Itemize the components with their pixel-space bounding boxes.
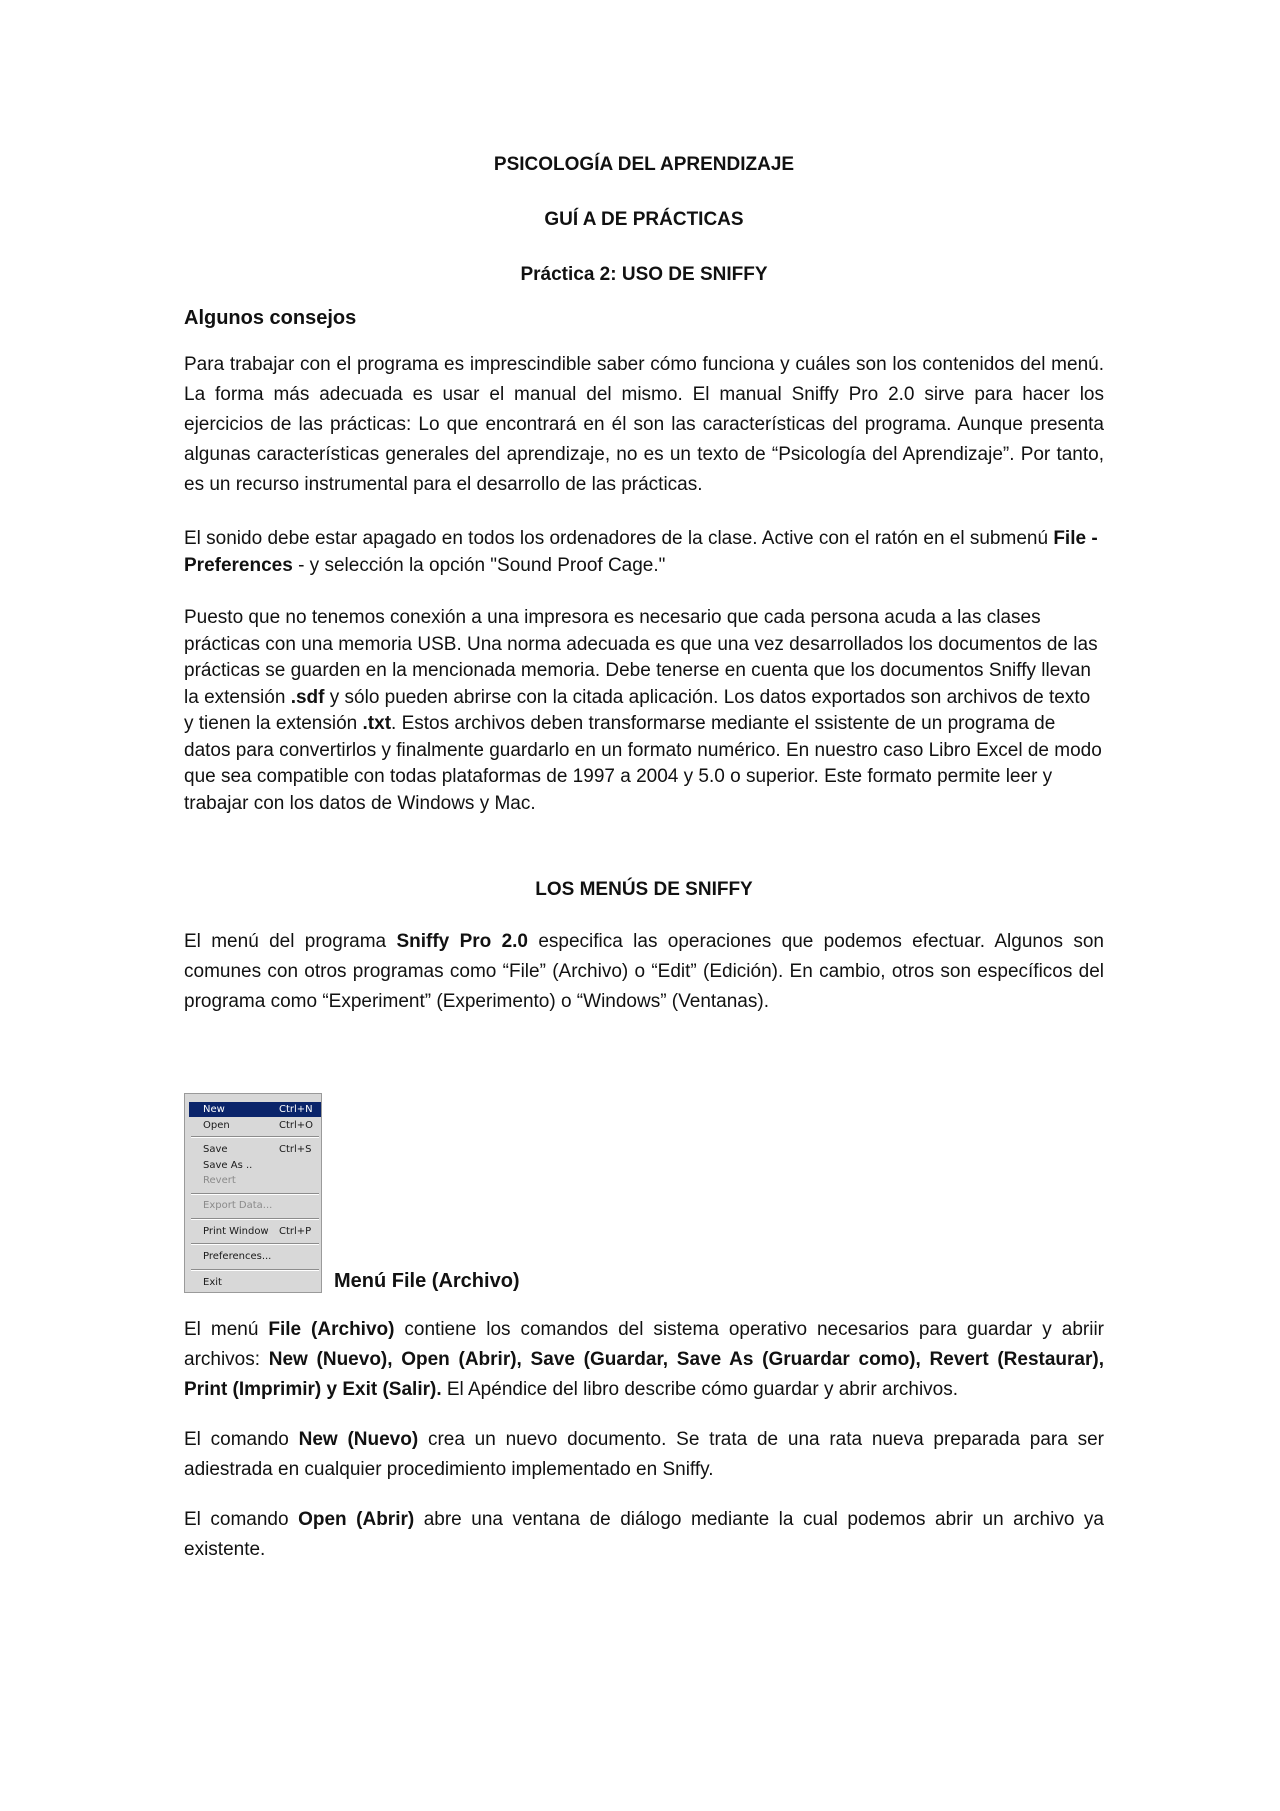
text-bold: .sdf: [290, 686, 325, 708]
menu-item-label: Preferences...: [203, 1251, 272, 1262]
text-run: El menú: [184, 1319, 269, 1340]
document-title: PSICOLOGÍA DEL APRENDIZAJE: [493, 154, 795, 175]
menu-item-save[interactable]: [189, 1142, 321, 1157]
text-run: Puesto que no tenemos conexión a una impresora es necesario que cada persona acuda a las clases prácticas con una memoria USB. Una norma adecuada es que una vez desarrollados los documentos de las prácticas se guarden en la mencionada memoria. Debe tenerse en cuenta que los documentos Sniffy llevan la extensión: [184, 607, 1098, 708]
text-bold: Sniffy Pro 2.0: [396, 931, 528, 952]
menu-item-label: Exit: [203, 1277, 222, 1288]
paragraph-menus: [184, 927, 1104, 1017]
menu-item-label: Export Data...: [203, 1200, 273, 1211]
menu-item-save-as[interactable]: [189, 1158, 321, 1173]
document-subtitle: GUÍ A DE PRÁCTICAS: [544, 209, 744, 230]
section-title-menus: LOS MENÚS DE SNIFFY: [535, 879, 753, 900]
file-menu-caption: Menú File (Archivo): [334, 1270, 520, 1292]
paragraph-open-command: [184, 1505, 1104, 1565]
paragraph-sound: [184, 526, 1104, 579]
text-run: . Estos archivos deben transformarse mediante el ssistente de un programa de datos para convertirlos y finalmente guardarlo en un formato numérico. En nuestro caso Libro Excel de modo que sea compatible con todas plataformas de 1997 a 2004 y 5.0 o superior. Este formato permite leer y trabajar con los datos de Windows y Mac.: [184, 713, 1102, 814]
menu-item-new[interactable]: [189, 1102, 321, 1117]
section-heading-consejos: Algunos consejos: [184, 307, 357, 329]
menu-item-label: Open: [203, 1120, 230, 1131]
practice-title: Práctica 2: USO DE SNIFFY: [520, 264, 768, 285]
menu-item-exit[interactable]: [189, 1275, 321, 1290]
file-menu-figure: [184, 1093, 1104, 1293]
text-run: - y selección la opción "Sound Proof Cage.": [292, 554, 666, 576]
text-bold: New (Nuevo): [298, 1429, 419, 1450]
text-run: especifica las operaciones que podemos efectuar. Algunos son comunes con otros programas como “File” (Archivo) o “Edit” (Edición). En cambio, otros son específicos del programa como “Experiment” (Experimento) o “Windows” (Ventanas).: [184, 931, 1104, 1012]
menu-separator: [191, 1136, 319, 1138]
menu-item-label: Save As ..: [203, 1160, 253, 1171]
menu-separator: [191, 1193, 319, 1195]
text-run: crea un nuevo documento. Se trata de una rata nueva preparada para ser adiestrada en cualquier procedimiento implementado en Sniffy.: [184, 1429, 1104, 1480]
menu-item-shortcut: Ctrl+O: [279, 1120, 314, 1131]
menu-item-label: Revert: [203, 1175, 236, 1186]
text-run: y sólo pueden abrirse con la citada aplicación. Los datos exportados son archivos de texto y tienen la extensión: [184, 686, 1091, 734]
text-run: El sonido debe estar apagado en todos los ordenadores de la clase. Active con el ratón en el submenú: [184, 528, 1054, 549]
menu-item-label: Save: [203, 1144, 228, 1155]
text-bold: File - Preferences: [184, 528, 1098, 576]
paragraph-usb: [184, 605, 1104, 817]
text-bold: File (Archivo): [268, 1319, 395, 1340]
menu-separator: [191, 1218, 319, 1220]
text-bold: New (Nuevo), Open (Abrir), Save (Guardar, Save As (Gruardar como), Revert (Restaurar), Print (Imprimir) y Exit (Salir).: [184, 1349, 1104, 1400]
text-run: contiene los comandos del sistema operativo necesarios para guardar y abriir archivos:: [184, 1319, 1104, 1370]
menu-item-shortcut: Ctrl+N: [279, 1104, 313, 1115]
text-bold: .txt: [362, 713, 392, 734]
menu-item-preferences[interactable]: [189, 1249, 321, 1264]
paragraph-manual: Para trabajar con el programa es imprescindible saber cómo funciona y cuáles son los contenidos del menú. La forma más adecuada es usar el manual del mismo. El manual Sniffy Pro 2.0 sirve para hacer los ejercicios de las prácticas: Lo que encontrará en él son las características del programa. Aunque presenta algunas características generales del aprendizaje, no es un texto de “Psicología del Aprendizaje”. Por tanto, es un recurso instrumental para el desarrollo de las prácticas.: [184, 354, 1104, 495]
text-run: abre una ventana de diálogo mediante la cual podemos abrir un archivo ya existente.: [184, 1509, 1104, 1560]
text-run: El menú del programa: [184, 931, 397, 952]
menu-item-label: Print Window: [203, 1226, 269, 1237]
document-content: [184, 150, 1104, 1565]
file-menu-screenshot: [184, 1093, 322, 1293]
text-run: El comando: [184, 1509, 299, 1530]
text-bold: Open (Abrir): [298, 1509, 415, 1530]
menu-item-shortcut: Ctrl+P: [279, 1226, 312, 1237]
text-run: El comando: [184, 1429, 299, 1450]
paragraph-new-command: [184, 1425, 1104, 1485]
menu-item-open[interactable]: [189, 1118, 321, 1133]
paragraph-file-menu: [184, 1315, 1104, 1405]
menu-separator: [191, 1269, 319, 1271]
menu-separator: [191, 1243, 319, 1245]
menu-item-print-window[interactable]: [189, 1224, 321, 1239]
menu-item-export-data: [189, 1198, 321, 1213]
menu-item-label: New: [203, 1104, 225, 1115]
menu-item-revert: [189, 1173, 321, 1188]
text-run: El Apéndice del libro describe cómo guardar y abrir archivos.: [441, 1379, 959, 1400]
menu-item-shortcut: Ctrl+S: [279, 1144, 312, 1155]
